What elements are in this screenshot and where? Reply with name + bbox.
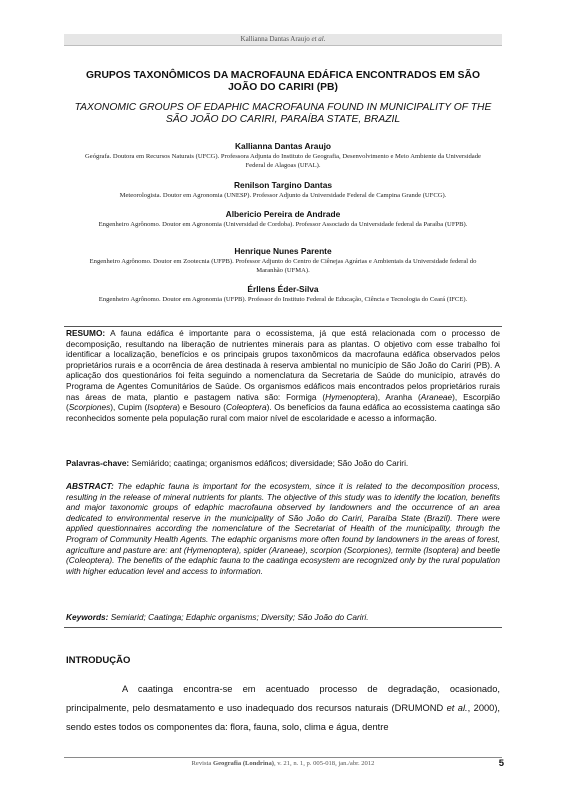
keywords-text: Semiarid; Caatinga; Edaphic organisms; Diversity; São João do Cariri.: [108, 612, 369, 622]
resumo-text: ), Aranha (: [374, 391, 421, 402]
footer-prefix: Revista: [191, 760, 213, 767]
footer-journal: Geografia (Londrina): [212, 760, 274, 767]
author-affiliation: Geógrafa. Doutora em Recursos Naturais (UFCG). Professora Adjunta do Instituto de Geografia, Desenvolvimento e Meio Ambiente da Universidade Federal de Alagoas (UFAL).: [85, 153, 481, 169]
palavras-chave-label: Palavras-chave:: [66, 458, 130, 468]
author-affiliation: Meteorologista. Doutor em Agronomia (UNESP). Professor Adjunto da Universidade Federal de Campina Grande (UFCG).: [119, 192, 447, 199]
resumo-label: RESUMO:: [66, 328, 106, 338]
author-name: Érllens Éder-Silva: [247, 284, 319, 294]
palavras-chave-paragraph: [66, 458, 500, 469]
resumo-text: ), Cupim (: [110, 402, 148, 413]
resumo-text: A fauna edáfica é importante para o ecossistema, já que está relacionada com o processo de decomposição, resultando na liberação de nutrientes minerais para as plantas. O objetivo com esse trabalho foi identificar a localização, benefícios e os principais grupos taxonômicos da macrofauna edáfica observados pelos proprietários rurais e a ocorrência de área destinada à reserva ambiental no município de São João do Cariri (PB). A aplicação dos questionários foi feita seguindo a nomenclatura da Secretaria de Saúde do município, através do Programa de Agentes Comunitários de Saúde. Os organismos edáficos mais encontrados pelos proprietários rurais nas áreas de mata, plantio e pastagem nativa são: Formiga (: [66, 328, 500, 402]
author-name: Kallianna Dantas Araujo: [234, 141, 332, 151]
author-block: [76, 246, 490, 275]
resumo-text: ) e Besouro (: [177, 402, 226, 413]
resumo-text: ). Os benefícios da fauna edáfica ao ecossistema caatinga são reconhecidos somente pela população rural com maior nível de escolaridade e acesso a informação.: [66, 402, 500, 423]
keywords-label: Keywords:: [66, 612, 109, 622]
resumo-text: ), Escorpião (: [66, 391, 500, 413]
title-english: TAXONOMIC GROUPS OF EDAPHIC MACROFAUNA FOUND IN MUNICIPALITY OF THE SÃO JOÃO DO CARIRI, PARAÍBA STATE, BRAZIL: [74, 102, 492, 125]
running-head-etal: et al.: [311, 35, 326, 43]
author-affiliation: Engenheiro Agrônomo. Doutor em Zootecnia (UFPB). Professor Adjunto do Centro de Ciênejas Agrárias e Ambientais da Universidade federal do Maranhão (UFMA).: [89, 258, 477, 274]
section-heading-introducao: INTRODUÇÃO: [66, 655, 131, 666]
page-footer: [64, 757, 502, 770]
abstract-label: ABSTRACT:: [66, 481, 114, 491]
author-block: [76, 209, 490, 230]
resumo-paragraph: [66, 328, 500, 423]
intro-text: A caatinga encontra-se em acentuado processo de degradação, ocasionado, principalmente, pelo desmatamento e uso inadequado dos recursos naturais (DRUMOND: [66, 684, 500, 713]
palavras-chave-text: Semiárido; caatinga; organismos edáficos; diversidade; São João do Cariri.: [129, 458, 409, 468]
running-head-name: Kallianna Dantas Araujo: [240, 35, 310, 43]
footer-details: , v. 21, n. 1, p. 005-018, jan./abr. 2012: [273, 760, 375, 767]
keywords-paragraph: [66, 612, 500, 623]
abstract-text: The edaphic fauna is important for the ecosystem, since it is related to the decomposition process, resulting in the release of mineral nutrients for plants. The objective of this study was to identify the location, benefits and major taxonomic groups of edaphic macrofauna observed by landowners and the occurrence of an area dedicated to environmental reserve in the municipality of São João do Cariri, Paraíba State (Brazil). There were applied questionnaires according the nomenclature of the Secretariat of Health of the municipality, through the Program of Community Health Agents. The edaphic organisms more often found by landowners in the areas of forest, agriculture and pasture are: ant (Hymenoptera), spider (Araneae), scorpion (Scorpiones), termite (Isoptera) and beetle (Coleoptera). The benefits of the edaphic fauna to the caatinga ecosystem are recognized only by the rural population with higher education level and access to information.: [66, 481, 500, 576]
intro-paragraph: [66, 680, 500, 737]
taxon-name: Hymenoptera: [325, 391, 375, 402]
author-name: Renilson Targino Dantas: [233, 180, 333, 190]
author-affiliation: Engenheiro Agrônomo. Doutor em Agronomia (UFPB). Professor do Instituto Federal de Educação, Ciência e Tecnologia do Ceará (IFCE).: [98, 296, 468, 303]
taxon-name: Araneae: [420, 391, 453, 402]
running-header: [64, 34, 502, 46]
taxon-name: Coleoptera: [225, 402, 267, 413]
title-portuguese: GRUPOS TAXONÔMICOS DA MACROFAUNA EDÁFICA ENCONTRADOS EM SÃO JOÃO DO CARIRI (PB): [86, 70, 480, 93]
author-name: Albericio Pereira de Andrade: [225, 209, 341, 219]
taxon-name: Scorpiones: [68, 402, 111, 413]
author-name: Henrique Nunes Parente: [234, 246, 332, 256]
author-block: [76, 141, 490, 170]
intro-text: , 2000), sendo estes todos os componentes da: flora, fauna, solo, clima e água, dentre: [66, 703, 501, 732]
author-block: [76, 180, 490, 201]
abstract-paragraph: [66, 481, 500, 576]
taxon-name: Isoptera: [147, 402, 178, 413]
intro-etal: et al.: [446, 703, 468, 713]
page-number: 5: [498, 758, 504, 769]
author-affiliation: Engenheiro Agrônomo. Doutor em Agronomia (Universidad de Cordoba). Professor Associado da Universidade federal da Paraíba (UFPB).: [98, 221, 468, 228]
author-block: [76, 284, 490, 305]
